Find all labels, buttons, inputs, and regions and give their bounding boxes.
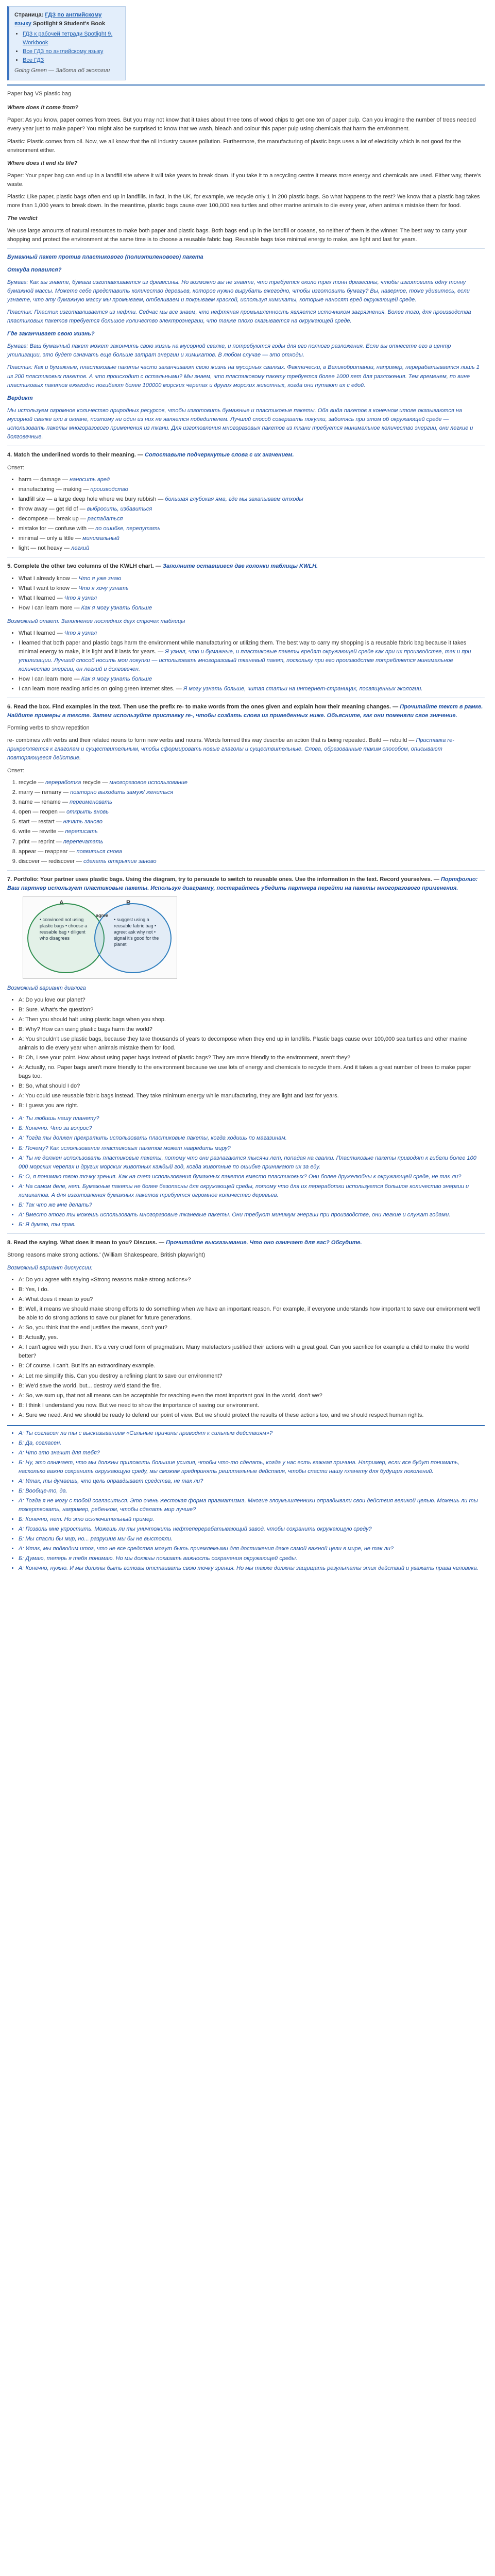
list-item-en: minimal — only a little — bbox=[19, 535, 83, 542]
list-item: • B: I guess you are right. bbox=[19, 1101, 485, 1110]
list-item: • A: Sure we need. And we should be ready to defend our point of view. But we should protect the results of these actions too, and we should respect human rights. bbox=[19, 1411, 485, 1420]
list-item bbox=[19, 515, 485, 523]
list-item-en: harm — damage — bbox=[19, 476, 70, 483]
list-item-en: What I learned — bbox=[19, 630, 64, 636]
list-item-en: start — restart — bbox=[19, 819, 63, 825]
task-5-list bbox=[7, 574, 485, 613]
breadcrumb: Going Green — Забота об экологии bbox=[14, 67, 110, 74]
list-item-en: marry — remarry — bbox=[19, 789, 71, 796]
paragraph-paper-1-en: Paper: As you know, paper comes from trees. But you may not know that it takes about three tons of wood chips to get one ton of paper pulp. Can you imagine the number of trees needed every year just to make paper? You might also be surprised to know that we wash, bleach and colour this paper pulp using chemicals that harm the environment. bbox=[7, 117, 476, 132]
list-item: • А: Конечно, нужно. И мы должны быть готовы отстаивать свою точку зрения. Но мы также должны защищать результаты этих действий и уважать права человека. bbox=[19, 1564, 485, 1573]
list-item bbox=[19, 476, 485, 484]
list-item-ru: сделать открытие заново bbox=[83, 858, 157, 865]
list-item: • A: You shouldn't use plastic bags, because they take thousands of years to decompose when they end up in landfills. Plastic bags cause over 100,000 sea turtles and other marine animals to die every year when animals mistake them for food. bbox=[19, 1035, 485, 1053]
task-7-en: 7. Portfolio: Your partner uses plastic bags. Using the diagram, try to persuade to switch to reusable ones. Use the information in the text. Record yourselves. — bbox=[7, 876, 441, 883]
list-item-en: What I learned — bbox=[19, 595, 64, 602]
list-item: • А: Тогда я не могу с тобой согласиться. Это очень жестокая форма прагматизма. Многие злоумышленники оправдывали свои действия великой целью. Можешь ли ты пожертвовать, например, ребенком, чтобы сделать мир лучше? bbox=[19, 1497, 485, 1514]
list-item-ru: выбросить, избавиться bbox=[87, 506, 152, 513]
task-7-ru: Портфолио: Ваш партнер использует пластиковые пакеты. Используя диаграмму, постарайтесь убедить партнера перейти на пакеты многоразового применения. bbox=[7, 876, 478, 891]
dialog-ru-list bbox=[7, 1114, 485, 1229]
list-item bbox=[19, 848, 485, 856]
list-item: • А: Тогда ты должен прекратить использовать пластиковые пакеты, когда ходишь по магазинам. bbox=[19, 1134, 485, 1143]
list-item: • Б: Ну, это означает, что мы должны приложить большие усилия, чтобы что-то сделать, когда у нас есть важная причина. Например, если все будут понимать, насколько важно сохранить окружающую среду, мы сможем предпринять решительные действия, чтобы спасти нашу планету для будущих поколений. bbox=[19, 1459, 485, 1476]
task-5-answer-list bbox=[7, 629, 485, 693]
box-title: Forming verbs to show repetition bbox=[7, 725, 90, 731]
task-5-en: 5. Complete the other two columns of the KWLH chart. — bbox=[7, 563, 163, 570]
list-item: • Б: Так что же мне делать? bbox=[19, 1201, 485, 1210]
task-6-en: 6. Read the box. Find examples in the text. Then use the prefix re- to make words from the ones given and explain how their meaning changes. — bbox=[7, 703, 400, 710]
nav-link-workbook[interactable]: ГДЗ к рабочей тетради Spotlight 9. Workbook bbox=[23, 31, 113, 46]
divider bbox=[7, 1233, 485, 1234]
list-item: • B: We'd save the world, but... destroy we'd stand the fire. bbox=[19, 1382, 485, 1391]
discussion-ru-list bbox=[7, 1429, 485, 1573]
list-item bbox=[19, 639, 485, 674]
nav-link-all[interactable]: Все ГДЗ bbox=[23, 57, 44, 64]
list-item-ru: перепечатать bbox=[63, 838, 104, 845]
nav-item bbox=[23, 56, 120, 65]
list-item-en-2: recycle — bbox=[81, 779, 110, 786]
list-item-en: decompose — break up — bbox=[19, 516, 88, 522]
list-item-ru: Я узнал, что и бумажные, и пластиковые пакеты вредят окружающей среде как при их производстве, так и при утилизации. Лучший способ носить мои покупки — использовать многоразовый тканевый пакет, поскольку при его производстве потребляется минимальное количество энергии, он легкий и долговечен. bbox=[19, 648, 471, 672]
list-item-ru: Что я уже знаю bbox=[78, 575, 122, 582]
list-item bbox=[19, 524, 485, 533]
list-item-ru: открыть вновь bbox=[66, 809, 109, 816]
list-item-en: What I want to know — bbox=[19, 585, 79, 592]
list-item-ru: наносить вред bbox=[70, 476, 110, 483]
paragraph-plastic-1-ru: Пластик: Пластик изготавливается из нефти. Сейчас мы все знаем, что нефтяная промышленность является источником загрязнения. Более того, для производства пластиковых пакетов требуется большое количество электроэнергии, что также плохо сказывается на окружающей среде. bbox=[7, 309, 471, 325]
list-item-ru: повторно выходить замуж/ жениться bbox=[70, 789, 174, 796]
list-item-en: print — reprint — bbox=[19, 838, 63, 845]
list-item bbox=[19, 798, 485, 807]
venn-diagram bbox=[23, 896, 177, 979]
list-item-en: name — rename — bbox=[19, 799, 70, 806]
list-item bbox=[19, 505, 485, 514]
nav-link-main[interactable]: ГДЗ по английскому языку bbox=[14, 12, 102, 27]
list-item-en: light — not heavy — bbox=[19, 545, 72, 552]
list-item: • B: I think I understand you now. But we need to show the importance of saving our environment. bbox=[19, 1401, 485, 1410]
discussion-en-list bbox=[7, 1276, 485, 1420]
verdict-text-en: We use large amounts of natural resources to make both paper and plastic bags. Both bags end up in the landfill or oceans, so neither of them is the winner. The best way to carry your shopping and protect the environment at the same time is to choose a reusable fabric bag. Reusable bags take minimal energy to make, are light and last for years. bbox=[7, 227, 467, 243]
paragraph-paper-1-ru: Бумага: Как вы знаете, бумага изготавливается из древесины. Но возможно вы не знаете, что требуется около трех тонн древесины, чтобы изготовить одну тонну бумажной массы. Можете себе представить количество деревьев, которое нужно вырубать ежегодно, чтобы изготовить бумагу? Вы, наверное, тоже удивитесь, если узнаете, что эту бумажную массу мы промываем, отбеливаем и покрываем краской, используя химикаты, которые наносят вред окружающей среде. bbox=[7, 279, 470, 303]
list-item: • A: So, you think that the end justifies the means, don't you? bbox=[19, 1324, 485, 1332]
list-item: • A: Do you love our planet? bbox=[19, 996, 485, 1005]
list-item: • А: Ты согласен ли ты с высказыванием «Сильные причины приводят к сильным действиям»? bbox=[19, 1429, 485, 1438]
nav-item bbox=[23, 30, 120, 47]
nav-links bbox=[14, 30, 120, 65]
list-item: • Б: Думаю, теперь я тебя понимаю. Но мы должны показать важность сохранения окружающей среды. bbox=[19, 1554, 485, 1563]
list-item bbox=[19, 629, 485, 638]
box-text bbox=[7, 736, 485, 762]
diagram-circle-a: • convinced not using plastic bags • choose a reusable bag • diligent who disagrees bbox=[27, 903, 105, 973]
task-6-ru: Прочитайте текст в рамке. Найдите примеры в тексте. Затем используйте приставку re-, чтобы создать слова из приведенных ниже. Объясните, как они поменяли свое значение. bbox=[7, 703, 483, 719]
list-item-ru: Как я могу узнать больше bbox=[81, 675, 152, 682]
list-item: • А: Ты любишь нашу планету? bbox=[19, 1114, 485, 1123]
list-item: • B: Well, it means we should make strong efforts to do something when we have an important reason. For example, if everyone understands how important to save our environment we'll be able to do strong actions to save our planet for future generations. bbox=[19, 1305, 485, 1323]
list-item: • Б: Мы спасли бы мир, но... разрушив мы бы не выстояли. bbox=[19, 1535, 485, 1544]
list-item-ru: производство bbox=[90, 486, 128, 493]
list-item-en: I learned that both paper and plastic bags harm the environment while manufacturing or utilizing them. The best way to carry my shopping is a reusable fabric bag because it takes minimal energy to make, it is light and it lasts for years. — bbox=[19, 639, 467, 655]
list-item: • A: I can't agree with you then. It's a very cruel form of pragmatism. Many malefactors justified their actions with a great goal. Can you sacrifice for example a child to make the world better? bbox=[19, 1343, 485, 1361]
list-item: • Б: О, я понимаю твою точку зрения. Как на счет использования бумажных пакетов вместо пластиковых? Они более дружелюбны к окружающей среде, не так ли? bbox=[19, 1173, 485, 1181]
diagram-label-b: B bbox=[126, 899, 131, 906]
list-item: • B: So, what should I do? bbox=[19, 1082, 485, 1091]
list-item-ru: переписать bbox=[65, 828, 98, 835]
task-4-en: 4. Match the underlined words to their meaning. — bbox=[7, 451, 145, 458]
list-item: • A: Let me simplify this. Can you destroy a refining plant to save our environment? bbox=[19, 1372, 485, 1381]
list-item: • A: Then you should halt using plastic bags when you shop. bbox=[19, 1015, 485, 1024]
paragraph-plastic-2-en: Plastic: Like paper, plastic bags often end up in landfills. In fact, in the UK, for example, we recycle only 1 in 200 plastic bags. So what happens to the rest? We know that a plastic bag takes more than 1,000 years to break down. In the meantime, plastic bags cause over 100,000 sea turtles and other marine animals to die every year, when animals mistake them for food. bbox=[7, 193, 480, 209]
divider bbox=[7, 248, 485, 249]
list-item: • B: Actually, yes. bbox=[19, 1333, 485, 1342]
list-item bbox=[19, 788, 485, 797]
list-item bbox=[19, 584, 485, 593]
dialog-en-list bbox=[7, 996, 485, 1111]
list-item: • Б: Вообще-то, да. bbox=[19, 1487, 485, 1496]
box-text-en: re- combines with verbs and their related nouns to form new verbs and nouns. Words formed this way describe an action that is being repeated. Build — rebuild — bbox=[7, 737, 416, 744]
list-item bbox=[19, 534, 485, 543]
task-4-list bbox=[7, 476, 485, 553]
diagram-overlap: agree bbox=[95, 912, 109, 918]
list-item-ru: легкий bbox=[71, 545, 90, 552]
paragraph-paper-2-ru: Бумага: Ваш бумажный пакет может закончить свою жизнь на мусорной свалке, и потребуются годы для его полного разложения. Если вы отнесете его в центр утилизации, это будет означать еще больше затрат энергии и химикатов. В любом случае — это отходы. bbox=[7, 343, 451, 359]
list-item: • A: You could use reusable fabric bags instead. They take minimum energy while manufacturing, they are light and last for years. bbox=[19, 1092, 485, 1100]
list-item: • А: Итак, мы подводим итог, что не все средства могут быть приемлемыми для достижения даже самой важной цели в мире, не так ли? bbox=[19, 1545, 485, 1553]
list-item: • B: Oh, I see your point. How about using paper bags instead of plastic bags? They are more friendly to the environment, aren't they? bbox=[19, 1054, 485, 1062]
list-item bbox=[19, 827, 485, 836]
list-item-en: How I can learn more — bbox=[19, 605, 81, 612]
paragraph-paper-2-en: Paper: Your paper bag can end up in a landfill site where it will take years to break down. If you take it to a recycling centre it means more energy and chemicals are used. Either way, there's waste. bbox=[7, 172, 481, 188]
paragraph-plastic-2-ru: Пластик: Как и бумажные, пластиковые пакеты часто заканчивают свою жизнь на мусорных свалках. Фактически, в Великобритании, например, перерабатывается лишь 1 из 200 пластиковых пакетов. А что происходит с остальными? Мы знаем, что пластиковому пакету требуется более 1000 лет для разложения. Тем временем, по вине пластиковых пакетов ежегодно погибают более 100000 морских черепах и других морских животных, когда они путают их с едой. bbox=[7, 364, 480, 388]
question-1-en: Where does it come from? bbox=[7, 105, 79, 111]
list-item-ru: переработка bbox=[45, 779, 81, 786]
nav-heading bbox=[14, 11, 120, 28]
list-item: • B: Sure. What's the question? bbox=[19, 1006, 485, 1014]
nav-heading-label: Страница: bbox=[14, 12, 45, 18]
list-item: • Б: Я думаю, ты прав. bbox=[19, 1221, 485, 1229]
list-item-ru: появиться снова bbox=[76, 848, 122, 855]
list-item bbox=[19, 495, 485, 504]
list-item bbox=[19, 857, 485, 866]
list-item: • B: Yes, I do. bbox=[19, 1285, 485, 1294]
diagram-label-a: A bbox=[59, 899, 64, 906]
list-item: • A: What does it mean to you? bbox=[19, 1295, 485, 1304]
box-text-ru: Приставка re- прикрепляется к глаголам и существительным, чтобы сформировать новые глаголы и существительные. Слова, образованные таким способом, описывают повторяющееся действие. bbox=[7, 737, 454, 761]
divider bbox=[7, 84, 485, 86]
dialog-label-ru: Возможный вариант диалога bbox=[7, 985, 86, 991]
task-8-ru: Прочитайте высказывание. Что оно означает для вас? Обсудите. bbox=[166, 1239, 362, 1246]
list-item-en: How I can learn more — bbox=[19, 675, 81, 682]
list-item: • А: Вместо этого ты можешь использовать многоразовые тканевые пакеты. Они требуют минимум энергии при производстве, они легкие и служат годами. bbox=[19, 1211, 485, 1219]
list-item-en: recycle — bbox=[19, 779, 45, 786]
list-item-en: write — rewrite — bbox=[19, 828, 65, 835]
answer-label: Ответ: bbox=[7, 768, 25, 774]
list-item-ru: минимальный bbox=[82, 535, 120, 542]
list-item: • A: Actually, no. Paper bags aren't more friendly to the environment because we use lots of energy and chemicals to recycle them. And it takes a great number of trees to make paper bags too. bbox=[19, 1063, 485, 1081]
task-7-heading bbox=[7, 875, 485, 893]
list-item bbox=[19, 818, 485, 826]
task-5-heading bbox=[7, 562, 485, 571]
list-item: • А: На самом деле, нет. Бумажные пакеты не более безопасны для окружающей среды, потому что для их переработки используется большое количество энергии и химикатов. А для изготовления бумажных пакетов требуется огромное количество деревьев. bbox=[19, 1182, 485, 1200]
list-item-en: discover — rediscover — bbox=[19, 858, 83, 865]
quote: Strong reasons make strong actions.' (William Shakespeare, British playwright) bbox=[7, 1251, 206, 1258]
list-item: • A: Do you agree with saying «Strong reasons make strong actions»? bbox=[19, 1276, 485, 1284]
paragraph-plastic-1-en: Plastic: Plastic comes from oil. Now, we all know that the oil industry causes pollution. Furthermore, the manufacturing of plastic bags uses a lot of electricity which is not good for the environment either. bbox=[7, 138, 462, 154]
task-4-heading bbox=[7, 451, 485, 460]
list-item: • А: Ты не должен использовать пластиковые пакеты, потому что они разлагаются тысячи лет, попадая на свалки. Пластиковые пакеты приводят к гибели более 100 000 морских черепах и других морских животных каждый год, когда животные по ошибке принимают их за еду. bbox=[19, 1154, 485, 1172]
nav-item bbox=[23, 47, 120, 56]
list-item-en: landfill site — a large deep hole where we bury rubbish — bbox=[19, 496, 165, 503]
list-item-en: I can learn more reading articles on going green Internet sites. — bbox=[19, 685, 183, 692]
list-item-ru: большая глубокая яма, где мы закапываем отходы bbox=[165, 496, 303, 503]
task-8-heading bbox=[7, 1239, 485, 1247]
verdict-heading-en: The verdict bbox=[7, 215, 38, 222]
list-item-en: appear — reappear — bbox=[19, 848, 77, 855]
list-item-ru: Я могу узнать больше, читая статьи на интернет-страницах, посвященных экологии. bbox=[183, 685, 423, 692]
task-4-ru: Сопоставьте подчеркнутые слова с их значением. bbox=[145, 451, 294, 458]
list-item bbox=[19, 594, 485, 603]
discussion-ru-box bbox=[7, 1425, 485, 1573]
task-8-en: 8. Read the saying. What does it mean to you? Discuss. — bbox=[7, 1239, 166, 1246]
question-2-en: Where does it end its life? bbox=[7, 160, 78, 166]
answer-label: Ответ: bbox=[7, 464, 25, 471]
list-item: • Б: Да, согласен. bbox=[19, 1439, 485, 1448]
list-item-ru-2: многоразовое использование bbox=[109, 779, 187, 786]
list-item-ru: Что я узнал bbox=[64, 630, 97, 636]
list-item-ru: Как я могу узнать больше bbox=[81, 605, 152, 612]
list-item: • Б: Почему? Как использование пластиковых пакетов может навредить миру? bbox=[19, 1144, 485, 1153]
article-title-ru: Бумажный пакет против пластикового (полиэтиленового) пакета bbox=[7, 253, 203, 260]
list-item bbox=[19, 778, 485, 787]
task-6-list bbox=[7, 778, 485, 866]
verdict-text-ru: Мы используем огромное количество природных ресурсов, чтобы изготовить бумажные и пластиковые пакеты. Оба вида пакетов в конечном итоге оказываются на мусорной свалке или в океане, поэтому ни один из них не является победителем. Лучший способ совершать покупки, заботясь при этом об окружающей среде — использовать пакеты многоразового применения из ткани. Для изготовления многоразовых пакетов из ткани требуется минимальное количество энергии, они легкие и долговечные. bbox=[7, 407, 473, 440]
task-6-heading bbox=[7, 703, 485, 720]
list-item-ru: Что я хочу узнать bbox=[78, 585, 129, 592]
answer-label-ru: Возможный ответ: Заполнение последних двух строчек таблицы bbox=[7, 618, 185, 624]
list-item-en: manufacturing — making — bbox=[19, 486, 91, 493]
list-item-en: What I already know — bbox=[19, 575, 79, 582]
list-item: • B: Why? How can using plastic bags harm the world? bbox=[19, 1025, 485, 1034]
list-item-ru: переименовать bbox=[70, 799, 112, 806]
list-item bbox=[19, 675, 485, 684]
list-item-ru: начать заново bbox=[63, 819, 103, 825]
list-item-en: throw away — get rid of — bbox=[19, 506, 87, 513]
nav-heading-rest: Spotlight 9 Student's Book bbox=[31, 21, 106, 27]
article-title-en: Paper bag VS plastic bag bbox=[7, 91, 72, 97]
nav-link-all-english[interactable]: Все ГДЗ по английскому языку bbox=[23, 48, 104, 55]
task-5-ru: Заполните оставшиеся две колонки таблицы KWLH. bbox=[162, 563, 318, 570]
divider bbox=[7, 870, 485, 871]
list-item bbox=[19, 574, 485, 583]
list-item-ru: Что я узнал bbox=[64, 595, 97, 602]
verdict-heading-ru: Вердикт bbox=[7, 395, 33, 401]
list-item bbox=[19, 485, 485, 494]
discussion-label-ru: Возможный вариант дискуссии: bbox=[7, 1265, 93, 1272]
question-1-ru: Откуда появился? bbox=[7, 267, 62, 274]
list-item bbox=[19, 604, 485, 613]
list-item: • A: So, we sum up, that not all means can be acceptable for reaching even the most important goal in the world, don't we? bbox=[19, 1392, 485, 1400]
list-item: • B: Of course. I can't. But it's an extraordinary example. bbox=[19, 1362, 485, 1370]
list-item bbox=[19, 685, 485, 693]
list-item bbox=[19, 544, 485, 553]
list-item-ru: распадаться bbox=[87, 516, 123, 522]
list-item-ru: по ошибке, перепутать bbox=[95, 526, 161, 532]
list-item: • Б: Конечно. Что за вопрос? bbox=[19, 1124, 485, 1133]
list-item: • А: Позволь мне упростить. Можешь ли ты уничтожить нефтеперерабатывающий завод, чтобы сохранить окружающую среду? bbox=[19, 1525, 485, 1534]
diagram-circle-b: • suggest using a reusable fabric bag • agree: ask why not • signal it's good for the planet bbox=[94, 903, 172, 973]
list-item: • А: Итак, ты думаешь, что цель оправдывает средства, не так ли? bbox=[19, 1477, 485, 1486]
list-item: • А: Что это значит для тебя? bbox=[19, 1449, 485, 1458]
nav-box bbox=[7, 6, 126, 80]
list-item: • Б: Конечно, нет. Но это исключительный пример. bbox=[19, 1515, 485, 1524]
list-item bbox=[19, 808, 485, 817]
question-2-ru: Где заканчивает свою жизнь? bbox=[7, 331, 95, 337]
list-item-en: mistake for — confuse with — bbox=[19, 526, 96, 532]
list-item bbox=[19, 838, 485, 846]
list-item-en: open — reopen — bbox=[19, 809, 66, 816]
